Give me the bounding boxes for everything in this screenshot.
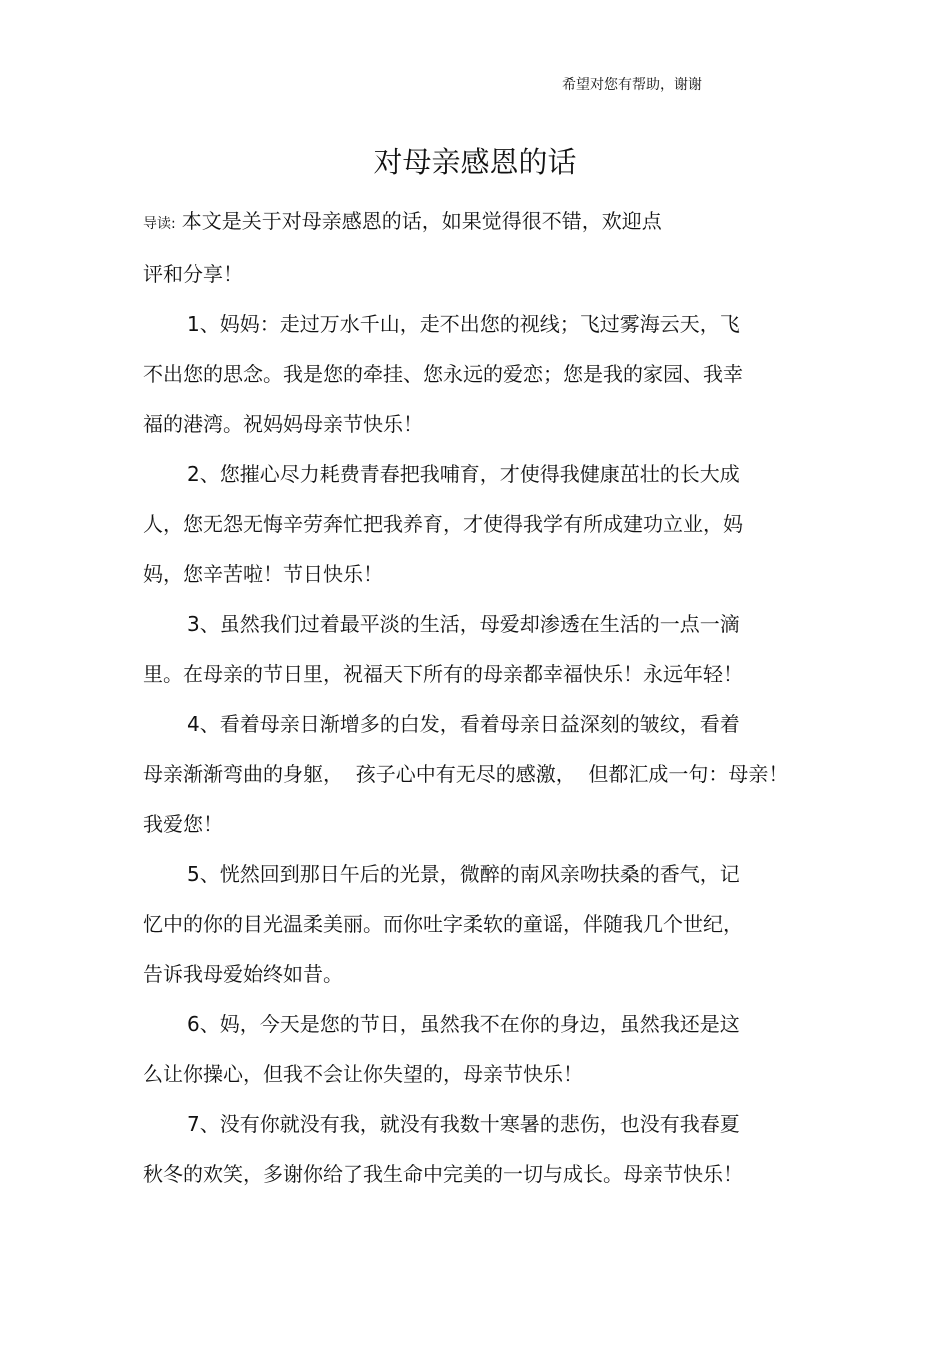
intro-line: 评和分享！ [143,262,243,286]
paragraph-line: 妈，您辛苦啦！节日快乐！ [143,562,383,586]
paragraph-line: 4、看着母亲日渐增多的白发，看着母亲日益深刻的皱纹，看着 [187,712,740,736]
paragraph-line: 不出您的思念。我是您的牵挂、您永远的爱恋；您是我的家园、我幸 [143,362,743,386]
paragraph-line: 1、妈妈：走过万水千山，走不出您的视线；飞过雾海云天，飞 [187,312,740,336]
message-paragraph-2 [143,449,793,599]
intro-label: 导读: [143,216,176,232]
paragraph-line: 3、虽然我们过着最平淡的生活，母爱却渗透在生活的一点一滴 [187,612,740,636]
message-paragraph-6 [143,999,793,1099]
paragraph-line: 我爱您！ [143,812,223,836]
paragraph-line: 秋冬的欢笑，多谢你给了我生命中完美的一切与成长。母亲节快乐！ [143,1162,743,1186]
paragraph-line: 6、妈，今天是您的节日，虽然我不在你的身边，虽然我还是这 [187,1012,740,1036]
document-body [143,196,793,1199]
paragraph-line: 福的港湾。祝妈妈母亲节快乐！ [143,412,423,436]
paragraph-line: 么让你操心，但我不会让你失望的，母亲节快乐！ [143,1062,583,1086]
message-paragraph-4 [143,699,793,849]
message-paragraph-1 [143,299,793,449]
paragraph-line: 告诉我母爱始终如昔。 [143,962,343,986]
intro-text: 本文是关于对母亲感恩的话，如果觉得很不错，欢迎点 [181,209,662,233]
paragraph-line: 7、没有你就没有我，就没有我数十寒暑的悲伤，也没有我春夏 [187,1112,740,1136]
paragraph-line: 里。在母亲的节日里，祝福天下所有的母亲都幸福快乐！永远年轻！ [143,662,743,686]
paragraph-line: 母亲渐渐弯曲的身躯， 孩子心中有无尽的感激， 但都汇成一句：母亲！ [143,762,789,786]
intro-paragraph [143,196,793,299]
message-paragraph-7 [143,1099,793,1199]
paragraph-line: 人，您无怨无悔辛劳奔忙把我养育，才使得我学有所成建功立业，妈 [143,512,743,536]
paragraph-line: 2、您摧心尽力耗费青春把我哺育，才使得我健康茁壮的长大成 [187,462,740,486]
message-paragraph-3 [143,599,793,699]
paragraph-line: 5、恍然回到那日午后的光景，微醉的南风亲吻扶桑的香气，记 [187,862,740,886]
page-title: 对母亲感恩的话 [373,145,577,179]
message-paragraph-5 [143,849,793,999]
intro-line [143,196,793,249]
paragraph-line: 忆中的你的目光温柔美丽。而你吐字柔软的童谣，伴随我几个世纪， [143,912,743,936]
header-note: 希望对您有帮助，谢谢 [562,77,702,93]
